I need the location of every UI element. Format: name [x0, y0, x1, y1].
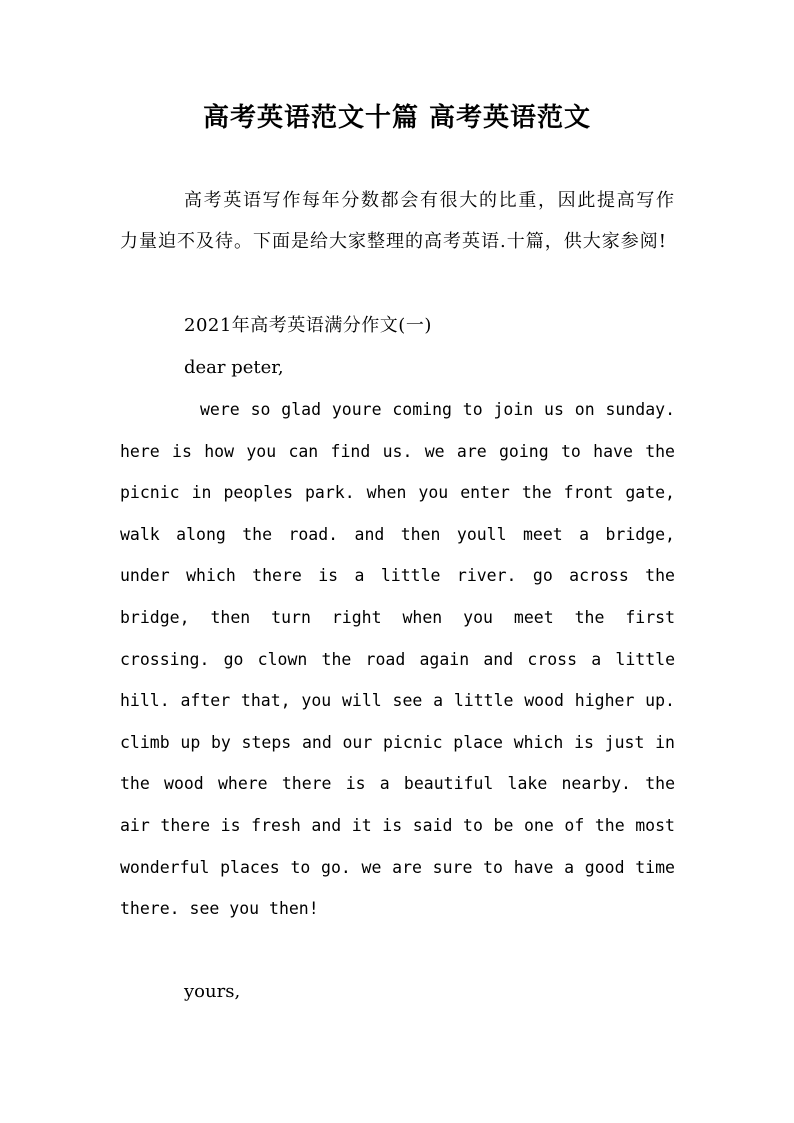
essay-heading: 2021年高考英语满分作文(一) — [184, 315, 432, 336]
letter-closing: yours, — [184, 981, 241, 1002]
letter-greeting: dear peter, — [184, 357, 284, 378]
intro-paragraph: 高考英语写作每年分数都会有很大的比重，因此提高写作力量迫不及待。下面是给大家整理的高考英语.十篇，供大家参阅! — [120, 190, 675, 252]
letter-body: were so glad youre coming to join us on sunday. here is how you can find us. we are going to have the picnic in peoples park. when you enter the front gate, walk along the road. and then youll meet a bridge, under which there is a little river. go across the bridge, then turn right when you meet the first crossing. go clown the road again and cross a little hill. after that, you will see a little wood higher up. climb up by steps and our picnic place which is just in the wood where there is a beautiful lake nearby. the air there is fresh and it is said to be one of the most wonderful places to go. we are sure to have a good time there. see you then! — [120, 400, 675, 919]
page-title: 高考英语范文十篇 高考英语范文 — [202, 103, 592, 133]
